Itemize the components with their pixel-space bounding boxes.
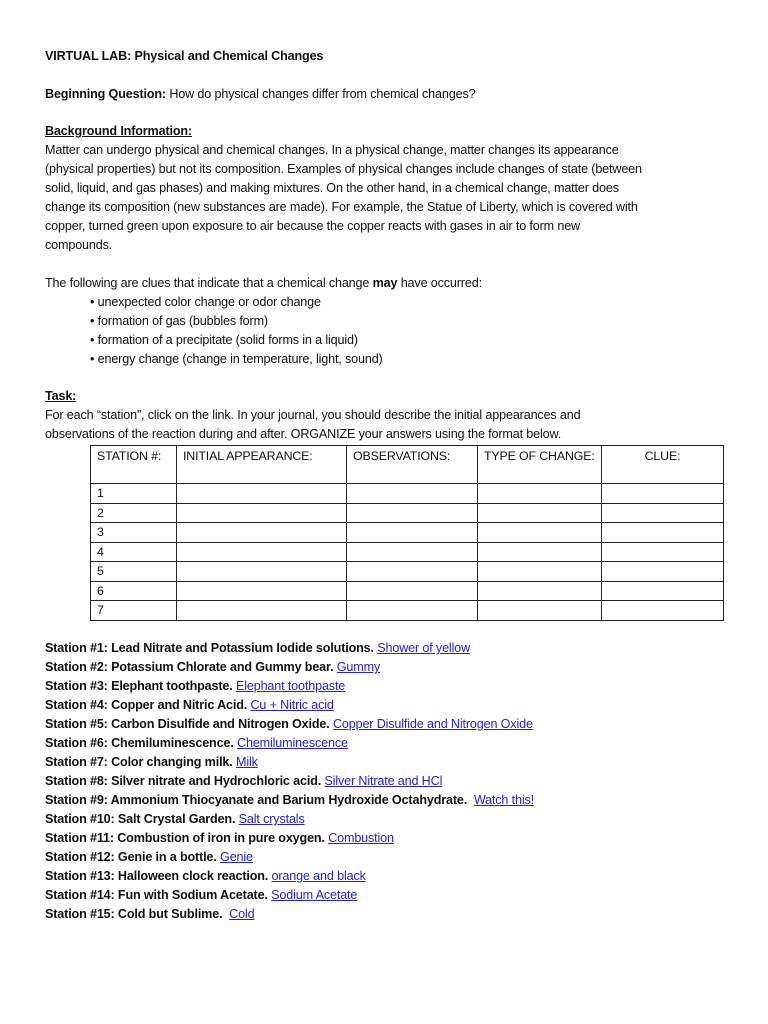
station-label: Station #4: Copper and Nitric Acid.: [45, 698, 251, 712]
station-label: Station #12: Genie in a bottle.: [45, 850, 221, 864]
station-label: Station #8: Silver nitrate and Hydrochloric acid.: [45, 774, 325, 788]
station-item: [45, 810, 534, 829]
empty-cell[interactable]: [177, 503, 347, 523]
station-link[interactable]: Cold: [229, 907, 255, 921]
empty-cell[interactable]: [478, 581, 602, 601]
station-link[interactable]: Elephant toothpaste: [235, 679, 346, 693]
station-link[interactable]: orange and black: [271, 869, 366, 883]
empty-cell[interactable]: [347, 484, 478, 504]
empty-cell[interactable]: [602, 542, 724, 562]
station-label: Station #1: Lead Nitrate and Potassium Iodide solutions.: [45, 641, 378, 655]
station-label: Station #7: Color changing milk.: [45, 755, 236, 769]
station-item: [45, 715, 534, 734]
empty-cell[interactable]: [177, 542, 347, 562]
station-link[interactable]: Combustion: [328, 831, 394, 845]
station-item: [45, 658, 534, 677]
table-row: [91, 503, 724, 523]
empty-cell[interactable]: [478, 523, 602, 543]
station-number-cell: 2: [91, 503, 177, 523]
station-link[interactable]: Gummy: [336, 660, 381, 674]
background-line: copper, turned green upon exposure to air because the copper reacts with gases in air to form new: [45, 219, 581, 233]
station-number-cell: 4: [91, 542, 177, 562]
task-section: [45, 387, 580, 444]
table-row: [91, 601, 724, 621]
empty-cell[interactable]: [602, 484, 724, 504]
station-link[interactable]: Salt crystals: [238, 812, 305, 826]
station-label: Station #3: Elephant toothpaste.: [45, 679, 236, 693]
station-link[interactable]: Silver Nitrate and HCl: [324, 774, 443, 788]
clues-section: [45, 274, 482, 369]
station-label: Station #2: Potassium Chlorate and Gummy bear.: [45, 660, 337, 674]
empty-cell[interactable]: [478, 484, 602, 504]
empty-cell[interactable]: [602, 562, 724, 582]
column-header: TYPE OF CHANGE:: [478, 446, 602, 484]
station-item: [45, 791, 534, 810]
station-label: Station #14: Fun with Sodium Acetate.: [45, 888, 272, 902]
station-label: Station #11: Combustion of iron in pure oxygen.: [45, 831, 329, 845]
document-title: VIRTUAL LAB: Physical and Chemical Changes: [45, 49, 324, 63]
table-row: [91, 523, 724, 543]
station-item: [45, 772, 534, 791]
station-item: [45, 829, 534, 848]
table-row: [91, 581, 724, 601]
empty-cell[interactable]: [347, 523, 478, 543]
station-label: Station #10: Salt Crystal Garden.: [45, 812, 239, 826]
station-item: [45, 848, 534, 867]
clue-item: • formation of a precipitate (solid forms in a liquid): [90, 333, 358, 347]
station-number-cell: 6: [91, 581, 177, 601]
station-item: [45, 734, 534, 753]
column-header: STATION #:: [91, 446, 177, 484]
task-line: observations of the reaction during and after. ORGANIZE your answers using the format below.: [45, 427, 562, 441]
task-line: For each “station”, click on the link. In your journal, you should describe the initial appearances and: [45, 408, 581, 422]
station-item: [45, 753, 534, 772]
task-heading: Task:: [45, 389, 77, 403]
station-item: [45, 639, 534, 658]
station-number-cell: 1: [91, 484, 177, 504]
clue-item: • energy change (change in temperature, light, sound): [90, 352, 383, 366]
station-link[interactable]: Sodium Acetate: [271, 888, 358, 902]
station-label: Station #13: Halloween clock reaction.: [45, 869, 272, 883]
station-item: [45, 905, 534, 924]
column-header: CLUE:: [602, 446, 724, 484]
empty-cell[interactable]: [478, 601, 602, 621]
station-label: Station #5: Carbon Disulfide and Nitrogen Oxide.: [45, 717, 333, 731]
station-link[interactable]: Chemiluminescence: [237, 736, 348, 750]
background-heading: Background Information:: [45, 124, 192, 138]
background-line: change its composition (new substances are made). For example, the Statue of Liberty, which is covered with: [45, 200, 638, 214]
empty-cell[interactable]: [347, 503, 478, 523]
column-header: OBSERVATIONS:: [347, 446, 478, 484]
station-label: Station #6: Chemiluminescence.: [45, 736, 238, 750]
clue-item: • formation of gas (bubbles form): [90, 314, 268, 328]
background-line: Matter can undergo physical and chemical changes. In a physical change, matter changes its appearance: [45, 143, 619, 157]
station-link[interactable]: Copper Disulfide and Nitrogen Oxide: [332, 717, 533, 731]
empty-cell[interactable]: [177, 523, 347, 543]
empty-cell[interactable]: [602, 503, 724, 523]
background-line: (physical properties) but not its composition. Examples of physical changes include changes of state (between: [45, 162, 642, 176]
station-link[interactable]: Genie: [220, 850, 253, 864]
column-header: INITIAL APPEARANCE:: [177, 446, 347, 484]
empty-cell[interactable]: [478, 562, 602, 582]
clue-item: • unexpected color change or odor change: [90, 295, 321, 309]
table-row: [91, 562, 724, 582]
journal-table: [90, 445, 724, 621]
empty-cell[interactable]: [177, 601, 347, 621]
station-item: [45, 677, 534, 696]
empty-cell[interactable]: [347, 581, 478, 601]
empty-cell[interactable]: [347, 601, 478, 621]
empty-cell[interactable]: [602, 601, 724, 621]
station-label: Station #15: Cold but Sublime.: [45, 907, 230, 921]
station-number-cell: 7: [91, 601, 177, 621]
empty-cell[interactable]: [347, 542, 478, 562]
empty-cell[interactable]: [177, 581, 347, 601]
background-line: solid, liquid, and gas phases) and making mixtures. On the other hand, in a chemical change, matter does: [45, 181, 619, 195]
empty-cell[interactable]: [177, 562, 347, 582]
background-line: compounds.: [45, 238, 113, 252]
station-number-cell: 3: [91, 523, 177, 543]
table-row: [91, 542, 724, 562]
empty-cell[interactable]: [478, 503, 602, 523]
beginning-question: Beginning Question: How do physical changes differ from chemical changes?: [45, 87, 476, 101]
empty-cell[interactable]: [478, 542, 602, 562]
empty-cell[interactable]: [347, 562, 478, 582]
station-link[interactable]: Cu + Nitric acid: [250, 698, 334, 712]
clues-intro: The following are clues that indicate that a chemical change may have occurred:: [45, 276, 482, 290]
station-number-cell: 5: [91, 562, 177, 582]
empty-cell[interactable]: [602, 523, 724, 543]
clue-list: [45, 293, 482, 369]
station-link[interactable]: Milk: [235, 755, 258, 769]
station-item: [45, 886, 534, 905]
station-item: [45, 696, 534, 715]
background-section: [45, 122, 642, 255]
empty-cell[interactable]: [602, 581, 724, 601]
station-item: [45, 867, 534, 886]
station-link[interactable]: Shower of yellow: [377, 641, 471, 655]
table-row: [91, 484, 724, 504]
station-list: [45, 639, 534, 924]
station-label: Station #9: Ammonium Thiocyanate and Barium Hydroxide Octahydrate.: [45, 793, 474, 807]
station-link[interactable]: Watch this!: [473, 793, 534, 807]
empty-cell[interactable]: [177, 484, 347, 504]
